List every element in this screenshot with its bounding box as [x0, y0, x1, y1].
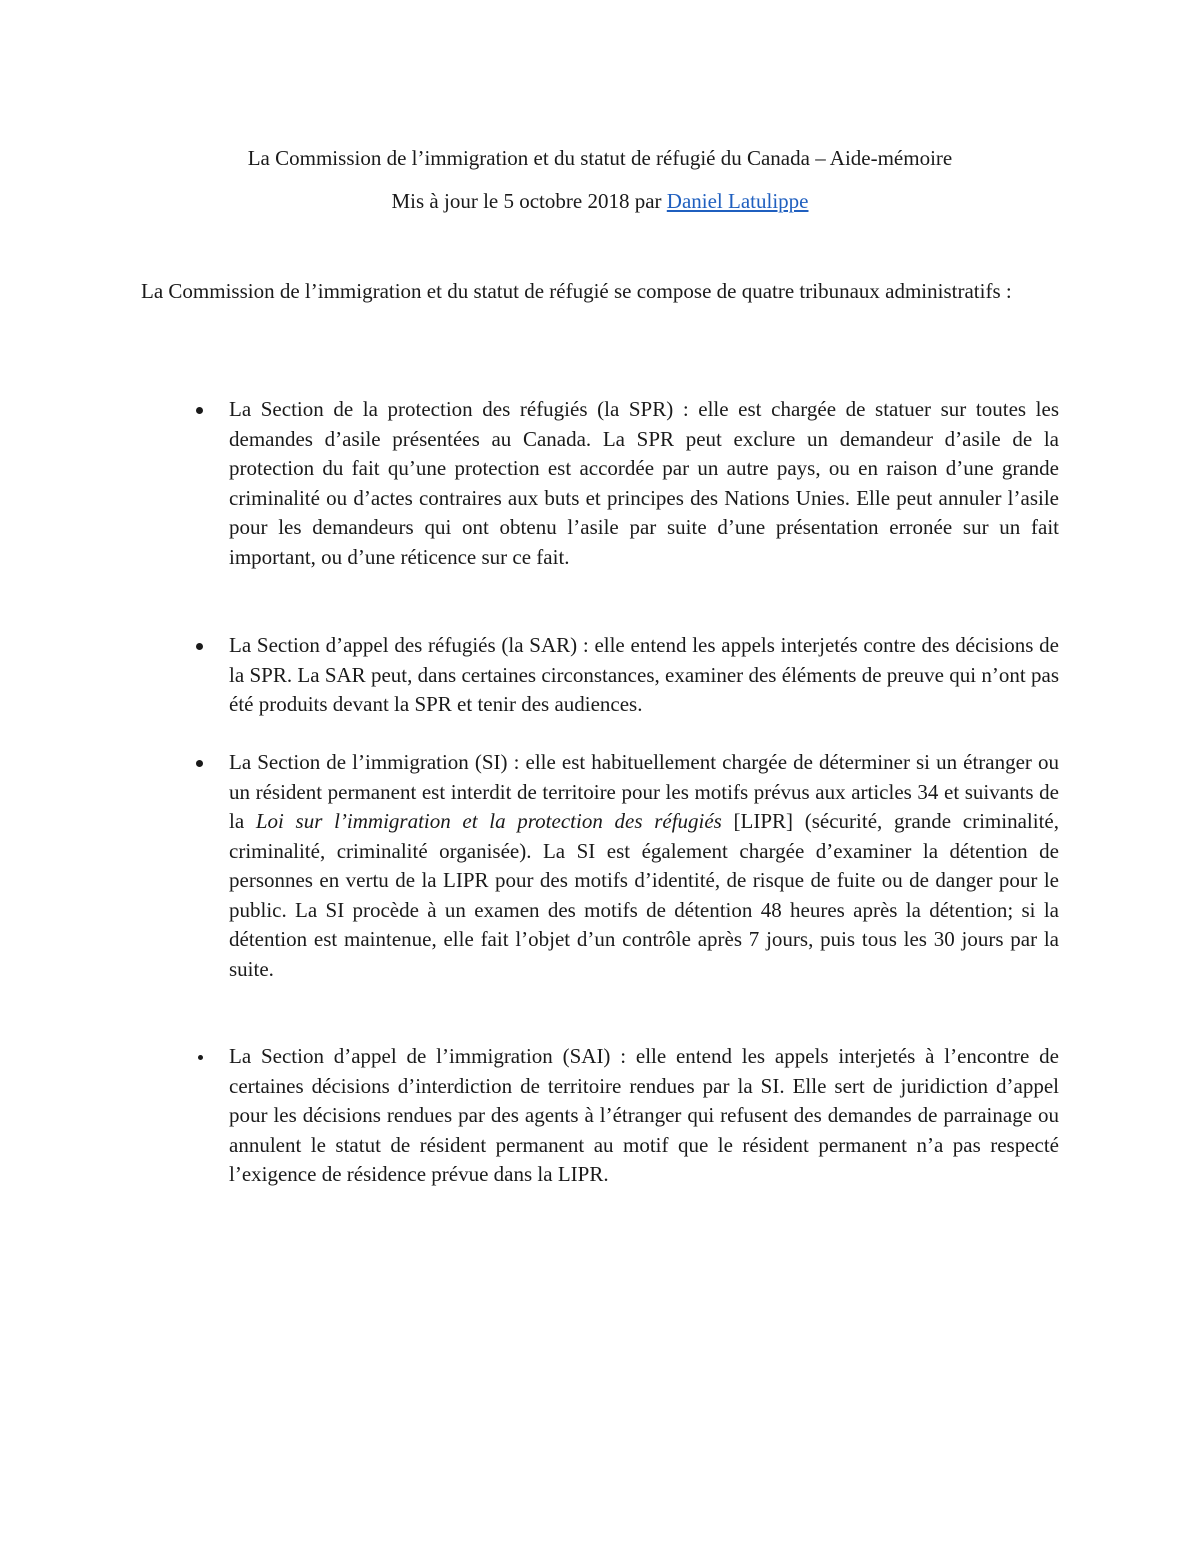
law-title: Loi sur l’immigration et la protection des réfugiés [255, 809, 722, 833]
list-item-sai [229, 1042, 1059, 1190]
bullet-icon [198, 1055, 203, 1060]
author-link[interactable]: Daniel Latulippe [666, 189, 809, 213]
list-item-text-after: [LIPR] (sécurité, grande criminalité, criminalité, criminalité organisée). La SI est également chargée d’examiner la détention de personnes en vertu de la LIPR pour des motifs d’identité, de risque de fuite ou de danger pour le public. La SI procède à un examen des motifs de détention 48 heures après la détention; si la détention est maintenue, elle fait l’objet d’un contrôle après 7 jours, puis tous les 30 jours par la suite. [229, 809, 1059, 981]
list-item-text: La Section d’appel de l’immigration (SAI) : elle entend les appels interjetés à l’encontre de certaines décisions d’interdiction de territoire rendues par la SI. Elle sert de juridiction d’appel pour les décisions rendues par des agents à l’étranger qui refusent des demandes de parrainage ou annulent le statut de résident permanent au motif que le résident permanent n’a pas respecté l’exigence de résidence prévue dans la LIPR. [229, 1044, 1059, 1186]
bullet-icon [196, 407, 203, 414]
intro-paragraph: La Commission de l’immigration et du statut de réfugié se compose de quatre tribunaux administratifs : [141, 279, 1012, 303]
document-title: La Commission de l’immigration et du statut de réfugié du Canada – Aide-mémoire [247, 146, 953, 170]
subtitle-prefix: Mis à jour le 5 octobre 2018 par [391, 189, 667, 213]
list-item-si [229, 748, 1059, 984]
bullet-icon [196, 760, 203, 767]
list-item-spr [229, 395, 1059, 572]
list-item-text-before: La Section de l’immigration (SI) : elle est habituellement chargée de déterminer si un étranger ou un résident permanent est interdit de territoire pour les motifs prévus aux articles 34 et suivants de la [229, 750, 1059, 833]
document-subtitle [0, 187, 1200, 215]
list-item-text: La Section de la protection des réfugiés (la SPR) : elle est chargée de statuer sur toutes les demandes d’asile présentées au Canada. La SPR peut exclure un demandeur d’asile de la protection du fait qu’une protection est accordée par un autre pays, ou en raison d’une grande criminalité ou d’actes contraires aux buts et principes des Nations Unies. Elle peut annuler l’asile pour les demandeurs qui ont obtenu l’asile par suite d’une présentation erronée sur un fait important, ou d’une réticence sur ce fait. [229, 397, 1059, 569]
bullet-icon [196, 643, 203, 650]
list-item-text: La Section d’appel des réfugiés (la SAR) : elle entend les appels interjetés contre des décisions de la SPR. La SAR peut, dans certaines circonstances, examiner des éléments de preuve qui n’ont pas été produits devant la SPR et tenir des audiences. [229, 633, 1059, 716]
list-item-sar [229, 631, 1059, 720]
